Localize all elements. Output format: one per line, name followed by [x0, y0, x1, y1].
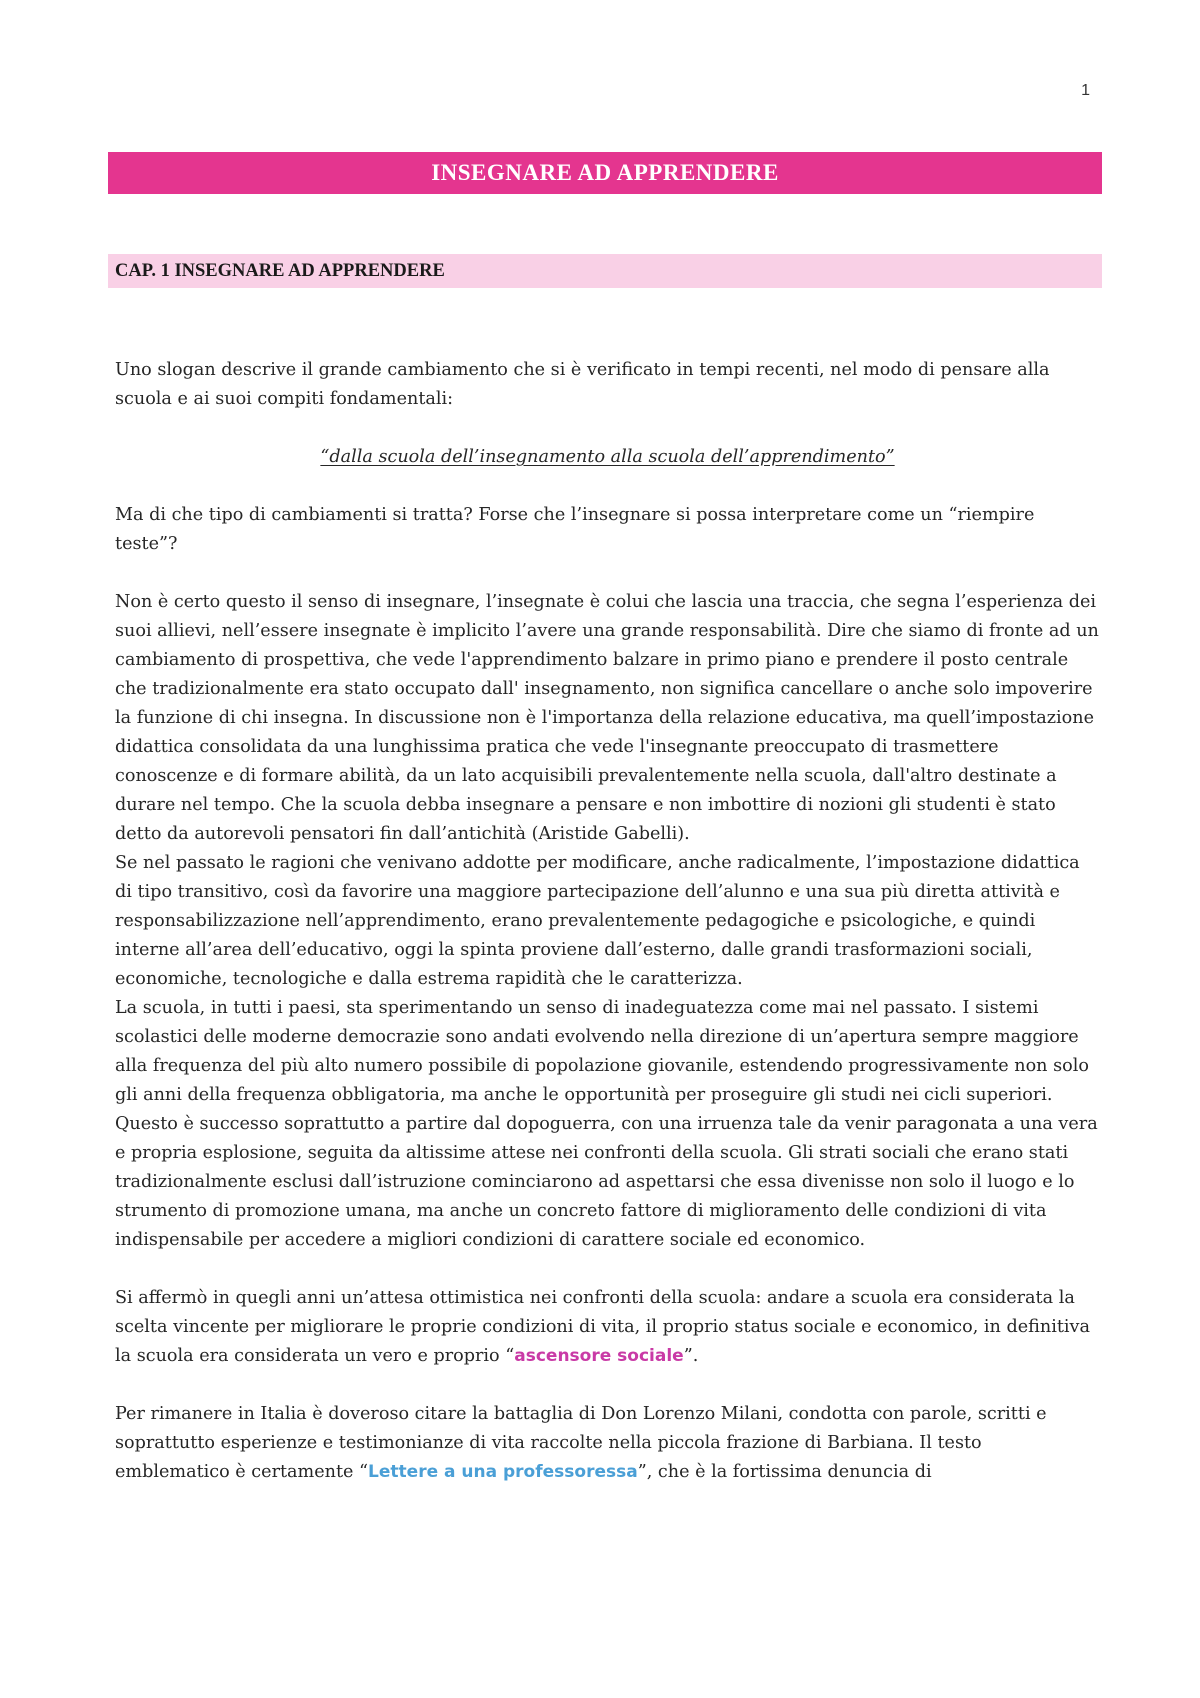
- postwar-paragraph: Questo è successo soprattutto a partire dal dopoguerra, con una irruenza tale da venir paragonata a una vera e propria esplosione, seguita da altissime attese nei confronti della scuola. Gli strati sociali che erano stati tradizionalmente esclusi dall’istruzione cominciarono ad aspettarsi che essa divenisse non solo il luogo e lo strumento di promozione umana, ma anche un concreto fattore di miglioramento delle condizioni di vita indispensabile per accedere a migliori condizioni di carattere sociale ed economico.: [115, 1114, 1098, 1250]
- milani-end: ”, che è la fortissima denuncia di: [637, 1462, 932, 1482]
- optimism-paragraph: [115, 1284, 1100, 1371]
- document-body: [115, 356, 1100, 1487]
- question-paragraph: Ma di che tipo di cambiamenti si tratta? Forse che l’insegnare si possa interpretare come un “riempire teste”?: [115, 505, 1035, 554]
- optimism-end: ”.: [683, 1346, 699, 1366]
- page-number: 1: [1081, 82, 1090, 99]
- document-title: INSEGNARE AD APPRENDERE: [108, 152, 1102, 194]
- lettere-professoressa-highlight: Lettere a una professoressa: [368, 1462, 638, 1482]
- slogan-quote: “dalla scuola dell’insegnamento alla scuola dell’apprendimento”: [320, 447, 895, 467]
- chapter-heading: CAP. 1 INSEGNARE AD APPRENDERE: [108, 254, 1102, 288]
- milani-text: Per rimanere in Italia è doveroso citare la battaglia di Don Lorenzo Milani, condotta con parole, scritti e soprattutto esperienze e testimonianze di vita raccolte nella piccola frazione di Barbiana. Il testo emblematico è certamente “: [115, 1404, 1047, 1482]
- optimism-text: Si affermò in quegli anni un’attesa ottimistica nei confronti della scuola: andare a scuola era considerata la scelta vincente per migliorare le proprie condizioni di vita, il proprio status sociale e economico, in definitiva la scuola era considerata un vero e proprio “: [115, 1288, 1090, 1366]
- milani-paragraph: [115, 1400, 1100, 1487]
- past-paragraph: Se nel passato le ragioni che venivano addotte per modificare, anche radicalmente, l’impostazione didattica di tipo transitivo, così da favorire una maggiore partecipazione dell’alunno e una sua più diretta attività e responsabilizzazione nell’apprendimento, erano prevalentemente pedagogiche e psicologiche, e quindi interne all’area dell’educativo, oggi la spinta proviene dall’esterno, dalle grandi trasformazioni sociali, economiche, tecnologiche e dalla estrema rapidità che le caratterizza.: [115, 853, 1080, 989]
- school-paragraph: La scuola, in tutti i paesi, sta sperimentando un senso di inadeguatezza come mai nel passato. I sistemi scolastici delle moderne democrazie sono andati evolvendo nella direzione di un’apertura sempre maggiore alla frequenza del più alto numero possibile di popolazione giovanile, estendendo progressivamente non solo gli anni della frequenza obbligatoria, ma anche le opportunità per proseguire gli studi nei cicli superiori.: [115, 998, 1089, 1105]
- main-paragraph: Non è certo questo il senso di insegnare, l’insegnate è colui che lascia una traccia, che segna l’esperienza dei suoi allievi, nell’essere insegnate è implicito l’avere una grande responsabilità. Dire che siamo di fronte ad un cambiamento di prospettiva, che vede l'apprendimento balzare in primo piano e prendere il posto centrale che tradizionalmente era stato occupato dall' insegnamento, non significa cancellare o anche solo impoverire la funzione di chi insegna. In discussione non è l'importanza della relazione educativa, ma quell’impostazione didattica consolidata da una lunghissima pratica che vede l'insegnante preoccupato di trasmettere conoscenze e di formare abilità, da un lato acquisibili prevalentemente nella scuola, dall'altro destinate a durare nel tempo. Che la scuola debba insegnare a pensare e non imbottire di nozioni gli studenti è stato detto da autorevoli pensatori fin dall’antichità (Aristide Gabelli).: [115, 592, 1099, 844]
- ascensore-sociale-highlight: ascensore sociale: [514, 1346, 684, 1366]
- intro-paragraph: Uno slogan descrive il grande cambiamento che si è verificato in tempi recenti, nel modo di pensare alla scuola e ai suoi compiti fondamentali:: [115, 360, 1050, 409]
